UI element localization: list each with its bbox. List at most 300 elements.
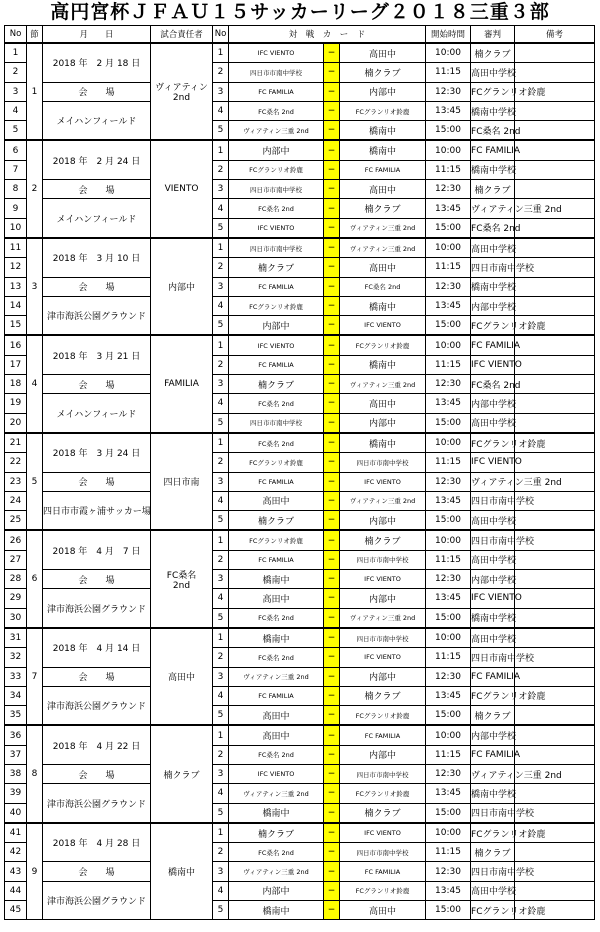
game-number: 2 bbox=[213, 648, 229, 667]
away-team: IFC VIENTO bbox=[340, 316, 426, 336]
away-team: ヴィアティン三重 2nd bbox=[340, 491, 426, 510]
away-team: IFC VIENTO bbox=[340, 472, 426, 491]
table-row bbox=[5, 375, 595, 394]
section-number: 9 bbox=[27, 823, 43, 920]
referee: 楠クラブ bbox=[471, 180, 515, 199]
venue-label: 会 場 bbox=[43, 277, 151, 296]
referee: FCグランリオ鈴鹿 bbox=[471, 686, 515, 705]
venue-name: 津市海浜公園グラウンド bbox=[43, 784, 151, 823]
vs-dash: − bbox=[324, 589, 340, 608]
start-time: 11:15 bbox=[426, 648, 471, 667]
referee: 楠クラブ bbox=[471, 43, 515, 63]
home-team: FC FAMILIA bbox=[229, 686, 324, 705]
table-row bbox=[5, 823, 595, 843]
row-no: 20 bbox=[5, 413, 27, 433]
table-row bbox=[5, 180, 595, 199]
away-team: FCグランリオ鈴鹿 bbox=[340, 706, 426, 726]
home-team: 楠クラブ bbox=[229, 375, 324, 394]
vs-dash: − bbox=[324, 901, 340, 920]
away-team: 四日市市南中学校 bbox=[340, 550, 426, 569]
responsible-team: 高田中 bbox=[151, 628, 213, 725]
table-row bbox=[5, 862, 595, 881]
row-no: 39 bbox=[5, 784, 27, 803]
vs-dash: − bbox=[324, 648, 340, 667]
venue-label: 会 場 bbox=[43, 82, 151, 101]
table-row bbox=[5, 725, 595, 745]
vs-dash: − bbox=[324, 101, 340, 120]
vs-dash: − bbox=[324, 550, 340, 569]
away-team: ヴィアティン三重 2nd bbox=[340, 375, 426, 394]
start-time: 15:00 bbox=[426, 706, 471, 726]
start-time: 12:30 bbox=[426, 180, 471, 199]
away-team: 高田中 bbox=[340, 901, 426, 920]
responsible-team: FC桑名 2nd bbox=[151, 530, 213, 627]
match-date: 2018 年 4 月 7 日 bbox=[43, 530, 151, 569]
note bbox=[515, 608, 595, 628]
away-team: 楠クラブ bbox=[340, 803, 426, 823]
game-number: 5 bbox=[213, 413, 229, 433]
table-row bbox=[5, 238, 595, 258]
game-number: 3 bbox=[213, 375, 229, 394]
section-number: 5 bbox=[27, 433, 43, 530]
away-team: ヴィアティン三重 2nd bbox=[340, 608, 426, 628]
home-team: FC FAMILIA bbox=[229, 82, 324, 101]
header-responsible: 試合責任者 bbox=[151, 26, 213, 44]
start-time: 13:45 bbox=[426, 784, 471, 803]
header-date: 月 日 bbox=[43, 26, 151, 44]
referee: FC桑名 2nd bbox=[471, 218, 515, 238]
table-row bbox=[5, 667, 595, 686]
start-time: 10:00 bbox=[426, 628, 471, 648]
game-number: 1 bbox=[213, 238, 229, 258]
away-team: 高田中 bbox=[340, 43, 426, 63]
home-team: 内部中 bbox=[229, 140, 324, 160]
start-time: 10:00 bbox=[426, 823, 471, 843]
vs-dash: − bbox=[324, 258, 340, 277]
away-team: 高田中 bbox=[340, 180, 426, 199]
note bbox=[515, 667, 595, 686]
table-row bbox=[5, 43, 595, 63]
row-no: 9 bbox=[5, 199, 27, 218]
home-team: 高田中 bbox=[229, 706, 324, 726]
vs-dash: − bbox=[324, 570, 340, 589]
game-number: 1 bbox=[213, 823, 229, 843]
away-team: FC桑名 2nd bbox=[340, 277, 426, 296]
home-team: FC桑名 2nd bbox=[229, 199, 324, 218]
row-no: 16 bbox=[5, 335, 27, 355]
game-number: 1 bbox=[213, 433, 229, 453]
game-number: 3 bbox=[213, 862, 229, 881]
match-date: 2018 年 2 月 18 日 bbox=[43, 43, 151, 82]
vs-dash: − bbox=[324, 628, 340, 648]
away-team: FCグランリオ鈴鹿 bbox=[340, 881, 426, 900]
game-number: 2 bbox=[213, 355, 229, 374]
section-number: 3 bbox=[27, 238, 43, 335]
match-date: 2018 年 2 月 24 日 bbox=[43, 140, 151, 179]
row-no: 15 bbox=[5, 316, 27, 336]
home-team: FC桑名 2nd bbox=[229, 608, 324, 628]
note bbox=[515, 628, 595, 648]
referee: ヴィアティン三重 2nd bbox=[471, 764, 515, 783]
row-no: 3 bbox=[5, 82, 27, 101]
note bbox=[515, 277, 595, 296]
game-number: 3 bbox=[213, 180, 229, 199]
start-time: 13:45 bbox=[426, 394, 471, 413]
row-no: 37 bbox=[5, 745, 27, 764]
responsible-team: ヴィアティン 2nd bbox=[151, 43, 213, 140]
table-row bbox=[5, 628, 595, 648]
home-team: ヴィアティン三重 2nd bbox=[229, 862, 324, 881]
referee: 高田中学校 bbox=[471, 628, 515, 648]
vs-dash: − bbox=[324, 667, 340, 686]
referee: FC FAMILIA bbox=[471, 667, 515, 686]
venue-label: 会 場 bbox=[43, 570, 151, 589]
game-number: 4 bbox=[213, 101, 229, 120]
game-number: 5 bbox=[213, 218, 229, 238]
row-no: 11 bbox=[5, 238, 27, 258]
home-team: 橋南中 bbox=[229, 803, 324, 823]
venue-label: 会 場 bbox=[43, 472, 151, 491]
row-no: 4 bbox=[5, 101, 27, 120]
row-no: 25 bbox=[5, 511, 27, 531]
venue-label: 会 場 bbox=[43, 764, 151, 783]
home-team: FC FAMILIA bbox=[229, 277, 324, 296]
game-number: 4 bbox=[213, 784, 229, 803]
away-team: 橋南中 bbox=[340, 433, 426, 453]
home-team: 四日市市南中学校 bbox=[229, 180, 324, 199]
note bbox=[515, 881, 595, 900]
row-no: 17 bbox=[5, 355, 27, 374]
away-team: FC FAMILIA bbox=[340, 725, 426, 745]
vs-dash: − bbox=[324, 218, 340, 238]
page-title: 高円宮杯ＪＦＡＵ１５サッカーリーグ２０１８三重３部 bbox=[50, 1, 550, 23]
away-team: FC FAMILIA bbox=[340, 160, 426, 179]
referee: 内部中学校 bbox=[471, 570, 515, 589]
away-team: 高田中 bbox=[340, 394, 426, 413]
note bbox=[515, 180, 595, 199]
note bbox=[515, 843, 595, 862]
responsible-team: 橋南中 bbox=[151, 823, 213, 920]
home-team: ヴィアティン三重 2nd bbox=[229, 121, 324, 141]
vs-dash: − bbox=[324, 764, 340, 783]
home-team: 四日市市南中学校 bbox=[229, 413, 324, 433]
note bbox=[515, 570, 595, 589]
note bbox=[515, 706, 595, 726]
vs-dash: − bbox=[324, 803, 340, 823]
game-number: 1 bbox=[213, 530, 229, 550]
note bbox=[515, 335, 595, 355]
row-no: 13 bbox=[5, 277, 27, 296]
row-no: 2 bbox=[5, 63, 27, 82]
vs-dash: − bbox=[324, 608, 340, 628]
start-time: 11:15 bbox=[426, 63, 471, 82]
start-time: 10:00 bbox=[426, 140, 471, 160]
home-team: IFC VIENTO bbox=[229, 335, 324, 355]
vs-dash: − bbox=[324, 862, 340, 881]
start-time: 12:30 bbox=[426, 82, 471, 101]
home-team: 楠クラブ bbox=[229, 258, 324, 277]
referee: 内部中学校 bbox=[471, 394, 515, 413]
row-no: 29 bbox=[5, 589, 27, 608]
header-start-time: 開始時間 bbox=[426, 26, 471, 44]
away-team: 橋南中 bbox=[340, 140, 426, 160]
away-team: 内部中 bbox=[340, 511, 426, 531]
note bbox=[515, 589, 595, 608]
home-team: FC FAMILIA bbox=[229, 355, 324, 374]
venue-label: 会 場 bbox=[43, 862, 151, 881]
referee: IFC VIENTO bbox=[471, 589, 515, 608]
vs-dash: − bbox=[324, 43, 340, 63]
venue-name: メイハンフィールド bbox=[43, 101, 151, 140]
table-row bbox=[5, 296, 595, 315]
start-time: 15:00 bbox=[426, 218, 471, 238]
note bbox=[515, 63, 595, 82]
game-number: 2 bbox=[213, 160, 229, 179]
referee: FC FAMILIA bbox=[471, 745, 515, 764]
referee: 高田中学校 bbox=[471, 881, 515, 900]
home-team: 高田中 bbox=[229, 589, 324, 608]
game-number: 3 bbox=[213, 472, 229, 491]
referee: 楠クラブ bbox=[471, 843, 515, 862]
home-team: ヴィアティン三重 2nd bbox=[229, 784, 324, 803]
table-row bbox=[5, 491, 595, 510]
home-team: FC桑名 2nd bbox=[229, 433, 324, 453]
home-team: FCグランリオ鈴鹿 bbox=[229, 453, 324, 472]
game-number: 4 bbox=[213, 199, 229, 218]
table-row bbox=[5, 589, 595, 608]
start-time: 12:30 bbox=[426, 667, 471, 686]
home-team: FC桑名 2nd bbox=[229, 394, 324, 413]
referee: 高田中学校 bbox=[471, 511, 515, 531]
header-no: No bbox=[5, 26, 27, 44]
note bbox=[515, 218, 595, 238]
start-time: 11:15 bbox=[426, 160, 471, 179]
note bbox=[515, 725, 595, 745]
start-time: 13:45 bbox=[426, 491, 471, 510]
vs-dash: − bbox=[324, 706, 340, 726]
referee: 橋南中学校 bbox=[471, 160, 515, 179]
row-no: 42 bbox=[5, 843, 27, 862]
home-team: IFC VIENTO bbox=[229, 764, 324, 783]
home-team: 四日市市南中学校 bbox=[229, 63, 324, 82]
home-team: FC FAMILIA bbox=[229, 550, 324, 569]
vs-dash: − bbox=[324, 784, 340, 803]
row-no: 23 bbox=[5, 472, 27, 491]
match-date: 2018 年 3 月 21 日 bbox=[43, 335, 151, 374]
game-number: 2 bbox=[213, 843, 229, 862]
start-time: 15:00 bbox=[426, 901, 471, 920]
home-team: 楠クラブ bbox=[229, 511, 324, 531]
match-date: 2018 年 4 月 28 日 bbox=[43, 823, 151, 862]
away-team: FCグランリオ鈴鹿 bbox=[340, 335, 426, 355]
away-team: IFC VIENTO bbox=[340, 570, 426, 589]
start-time: 11:15 bbox=[426, 258, 471, 277]
game-number: 3 bbox=[213, 82, 229, 101]
referee: ヴィアティン三重 2nd bbox=[471, 199, 515, 218]
section-number: 4 bbox=[27, 335, 43, 432]
start-time: 15:00 bbox=[426, 121, 471, 141]
table-row bbox=[5, 335, 595, 355]
start-time: 10:00 bbox=[426, 238, 471, 258]
table-row bbox=[5, 277, 595, 296]
header-note: 備考 bbox=[515, 26, 595, 44]
away-team: FCグランリオ鈴鹿 bbox=[340, 101, 426, 120]
home-team: FCグランリオ鈴鹿 bbox=[229, 296, 324, 315]
responsible-team: 楠クラブ bbox=[151, 725, 213, 822]
referee: 四日市南中学校 bbox=[471, 862, 515, 881]
game-number: 5 bbox=[213, 511, 229, 531]
row-no: 6 bbox=[5, 140, 27, 160]
home-team: IFC VIENTO bbox=[229, 218, 324, 238]
game-number: 2 bbox=[213, 258, 229, 277]
referee: IFC VIENTO bbox=[471, 453, 515, 472]
away-team: FCグランリオ鈴鹿 bbox=[340, 784, 426, 803]
table-row bbox=[5, 570, 595, 589]
away-team: 内部中 bbox=[340, 413, 426, 433]
away-team: 橋南中 bbox=[340, 121, 426, 141]
vs-dash: − bbox=[324, 199, 340, 218]
note bbox=[515, 511, 595, 531]
start-time: 15:00 bbox=[426, 316, 471, 336]
vs-dash: − bbox=[324, 511, 340, 531]
home-team: 橋南中 bbox=[229, 901, 324, 920]
venue-name: 津市海浜公園グラウンド bbox=[43, 686, 151, 725]
vs-dash: − bbox=[324, 725, 340, 745]
referee: ヴィアティン三重 2nd bbox=[471, 472, 515, 491]
table-row bbox=[5, 433, 595, 453]
home-team: 内部中 bbox=[229, 881, 324, 900]
responsible-team: VIENTO bbox=[151, 140, 213, 237]
note bbox=[515, 140, 595, 160]
row-no: 33 bbox=[5, 667, 27, 686]
start-time: 12:30 bbox=[426, 375, 471, 394]
row-no: 31 bbox=[5, 628, 27, 648]
table-row bbox=[5, 140, 595, 160]
game-number: 3 bbox=[213, 277, 229, 296]
away-team: 四日市市南中学校 bbox=[340, 628, 426, 648]
row-no: 45 bbox=[5, 901, 27, 920]
row-no: 27 bbox=[5, 550, 27, 569]
referee: 内部中学校 bbox=[471, 296, 515, 315]
row-no: 30 bbox=[5, 608, 27, 628]
vs-dash: − bbox=[324, 316, 340, 336]
venue-name: メイハンフィールド bbox=[43, 394, 151, 433]
vs-dash: − bbox=[324, 238, 340, 258]
away-team: FC FAMILIA bbox=[340, 862, 426, 881]
start-time: 12:30 bbox=[426, 277, 471, 296]
start-time: 12:30 bbox=[426, 570, 471, 589]
away-team: ヴィアティン三重 2nd bbox=[340, 218, 426, 238]
note bbox=[515, 453, 595, 472]
game-number: 1 bbox=[213, 628, 229, 648]
note bbox=[515, 550, 595, 569]
referee: 四日市南中学校 bbox=[471, 258, 515, 277]
away-team: 四日市市南中学校 bbox=[340, 764, 426, 783]
away-team: 楠クラブ bbox=[340, 530, 426, 550]
away-team: IFC VIENTO bbox=[340, 648, 426, 667]
note bbox=[515, 296, 595, 315]
home-team: IFC VIENTO bbox=[229, 43, 324, 63]
home-team: 橋南中 bbox=[229, 570, 324, 589]
row-no: 41 bbox=[5, 823, 27, 843]
vs-dash: − bbox=[324, 296, 340, 315]
start-time: 10:00 bbox=[426, 725, 471, 745]
start-time: 12:30 bbox=[426, 862, 471, 881]
row-no: 35 bbox=[5, 706, 27, 726]
note bbox=[515, 121, 595, 141]
game-number: 4 bbox=[213, 881, 229, 900]
row-no: 28 bbox=[5, 570, 27, 589]
section-number: 6 bbox=[27, 530, 43, 627]
away-team: 橋南中 bbox=[340, 355, 426, 374]
note bbox=[515, 101, 595, 120]
away-team: IFC VIENTO bbox=[340, 823, 426, 843]
row-no: 40 bbox=[5, 803, 27, 823]
home-team: 高田中 bbox=[229, 491, 324, 510]
note bbox=[515, 784, 595, 803]
row-no: 12 bbox=[5, 258, 27, 277]
referee: FC FAMILIA bbox=[471, 335, 515, 355]
referee: 四日市南中学校 bbox=[471, 803, 515, 823]
note bbox=[515, 745, 595, 764]
home-team: FC桑名 2nd bbox=[229, 648, 324, 667]
venue-name: 津市海浜公園グラウンド bbox=[43, 296, 151, 335]
referee: FC FAMILIA bbox=[471, 140, 515, 160]
match-date: 2018 年 3 月 24 日 bbox=[43, 433, 151, 472]
section-number: 8 bbox=[27, 725, 43, 822]
venue-name: メイハンフィールド bbox=[43, 199, 151, 238]
venue-name: 四日市市霞ヶ浦サッカー場 bbox=[43, 491, 151, 530]
game-number: 5 bbox=[213, 316, 229, 336]
referee: 四日市南中学校 bbox=[471, 491, 515, 510]
game-number: 1 bbox=[213, 335, 229, 355]
home-team: FCグランリオ鈴鹿 bbox=[229, 160, 324, 179]
away-team: 内部中 bbox=[340, 589, 426, 608]
game-number: 2 bbox=[213, 453, 229, 472]
game-number: 4 bbox=[213, 491, 229, 510]
row-no: 18 bbox=[5, 375, 27, 394]
venue-label: 会 場 bbox=[43, 375, 151, 394]
referee: 高田中学校 bbox=[471, 63, 515, 82]
away-team: ヴィアティン三重 2nd bbox=[340, 238, 426, 258]
row-no: 38 bbox=[5, 764, 27, 783]
note bbox=[515, 375, 595, 394]
header-row bbox=[5, 26, 595, 44]
venue-name: 津市海浜公園グラウンド bbox=[43, 881, 151, 920]
away-team: 楠クラブ bbox=[340, 686, 426, 705]
home-team: 四日市市南中学校 bbox=[229, 238, 324, 258]
row-no: 43 bbox=[5, 862, 27, 881]
row-no: 32 bbox=[5, 648, 27, 667]
vs-dash: − bbox=[324, 277, 340, 296]
start-time: 13:45 bbox=[426, 589, 471, 608]
referee: 橋南中学校 bbox=[471, 608, 515, 628]
row-no: 14 bbox=[5, 296, 27, 315]
vs-dash: − bbox=[324, 491, 340, 510]
referee: 橋南中学校 bbox=[471, 101, 515, 120]
away-team: 四日市市南中学校 bbox=[340, 843, 426, 862]
vs-dash: − bbox=[324, 413, 340, 433]
game-number: 5 bbox=[213, 901, 229, 920]
start-time: 15:00 bbox=[426, 413, 471, 433]
start-time: 12:30 bbox=[426, 764, 471, 783]
referee: 高田中学校 bbox=[471, 550, 515, 569]
home-team: FC桑名 2nd bbox=[229, 745, 324, 764]
start-time: 10:00 bbox=[426, 335, 471, 355]
game-number: 4 bbox=[213, 394, 229, 413]
row-no: 36 bbox=[5, 725, 27, 745]
start-time: 11:15 bbox=[426, 843, 471, 862]
